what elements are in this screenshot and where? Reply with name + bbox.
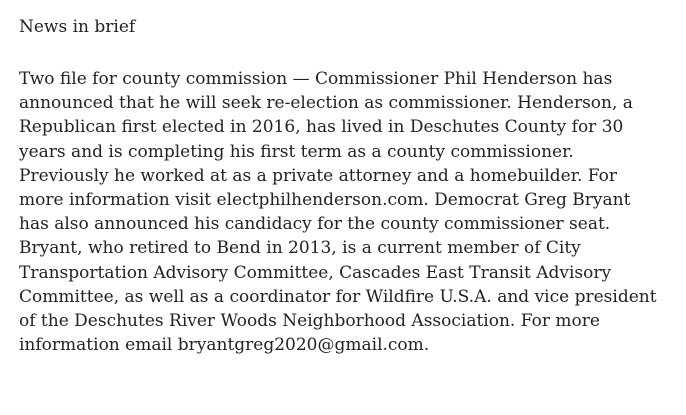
body-line: Previously he worked at as a private attorney and a homebuilder. For <box>19 165 618 186</box>
body-line: information email bryantgreg2020@gmail.com. <box>19 335 430 356</box>
article-body <box>19 67 679 357</box>
body-line: Bryant, who retired to Bend in 2013, is a current member of City <box>19 238 581 259</box>
body-line: more information visit electphilhenderson.com. Democrat Greg Bryant <box>19 190 631 211</box>
body-line: of the Deschutes River Woods Neighborhood Association. For more <box>19 311 600 332</box>
body-line: Republican first elected in 2016, has lived in Deschutes County for 30 <box>19 117 624 138</box>
section-title: News in brief <box>19 17 136 37</box>
body-line: years and is completing his first term as a county commissioner. <box>19 141 574 162</box>
body-line: Committee, as well as a coordinator for Wildfire U.S.A. and vice president <box>19 286 657 307</box>
news-brief-article <box>19 12 679 357</box>
body-line: announced that he will seek re-election as commissioner. Henderson, a <box>19 93 633 114</box>
body-line: Two file for county commission — Commissioner Phil Henderson has <box>19 69 613 89</box>
body-line: Transportation Advisory Committee, Cascades East Transit Advisory <box>19 262 612 283</box>
body-line: has also announced his candidacy for the county commissioner seat. <box>19 214 611 235</box>
